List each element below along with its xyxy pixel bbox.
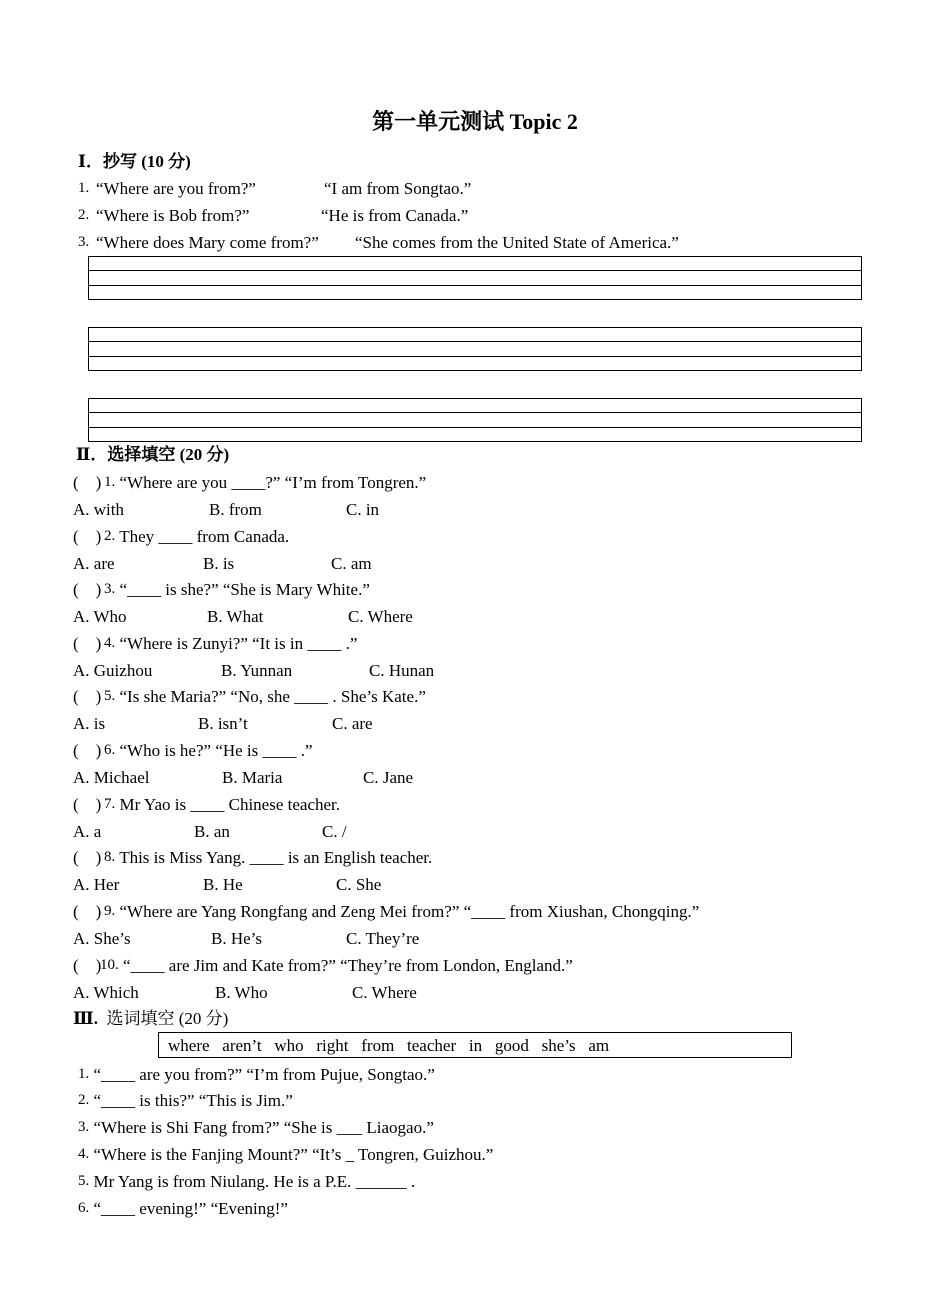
copy-item-3-answer: “She comes from the United State of America.” xyxy=(355,233,679,252)
section2-heading: Ⅱ．选择填空 (20 分) xyxy=(76,445,230,464)
writing-rule xyxy=(89,270,861,271)
question-9: 9. “Where are Yang Rongfang and Zeng Mei from?” “____ from Xiushan, Chongqing.” xyxy=(104,902,700,921)
option-a: A. are xyxy=(73,554,115,573)
copy-item-2-question: “Where is Bob from?” xyxy=(96,206,250,225)
option-b: B. from xyxy=(209,500,262,519)
word-bank: where aren’t who right from teacher in good she’s am xyxy=(158,1032,792,1058)
answer-blank[interactable]: ( ) xyxy=(73,848,102,867)
answer-blank[interactable]: ( ) xyxy=(73,580,102,599)
writing-rule xyxy=(89,356,861,357)
option-a: A. Who xyxy=(73,607,127,626)
option-b: B. an xyxy=(194,822,230,841)
writing-lines-1[interactable] xyxy=(88,256,862,300)
writing-lines-3[interactable] xyxy=(88,398,862,442)
fill-item-6: 6. “____ evening!” “Evening!” xyxy=(78,1199,288,1218)
option-a: A. is xyxy=(73,714,106,733)
answer-blank[interactable]: ( ) xyxy=(73,634,102,653)
question-7: 7. Mr Yao is ____ Chinese teacher. xyxy=(104,795,341,814)
answer-blank[interactable]: ( ) xyxy=(73,902,102,921)
page-title: 第一单元测试 Topic 2 xyxy=(372,109,578,134)
option-a: A. She’s xyxy=(73,929,131,948)
option-b: B. Who xyxy=(215,983,268,1002)
writing-rule xyxy=(89,412,861,413)
question-4: 4. “Where is Zunyi?” “It is in ____ .” xyxy=(104,634,358,653)
answer-blank[interactable]: ( ) xyxy=(73,687,102,706)
writing-lines-2[interactable] xyxy=(88,327,862,371)
question-10: 10. “____ are Jim and Kate from?” “They’re from London, England.” xyxy=(100,956,573,975)
copy-item-3-question: “Where does Mary come from?” xyxy=(96,233,319,252)
option-c: C. / xyxy=(322,822,347,841)
section1-heading: Ⅰ．抄写 (10 分) xyxy=(78,152,191,171)
option-a: A. Which xyxy=(73,983,139,1002)
answer-blank[interactable]: ( ) xyxy=(73,741,102,760)
question-5: 5. “Is she Maria?” “No, she ____ . She’s Kate.” xyxy=(104,687,426,706)
writing-rule xyxy=(89,427,861,428)
question-3: 3. “____ is she?” “She is Mary White.” xyxy=(104,580,370,599)
copy-item-1-num: 1. xyxy=(78,180,90,196)
copy-item-3-num: 3. xyxy=(78,234,90,250)
copy-item-2-answer: “He is from Canada.” xyxy=(321,206,469,225)
option-b: B. Maria xyxy=(222,768,283,787)
writing-rule xyxy=(89,341,861,342)
option-b: B. He’s xyxy=(211,929,262,948)
copy-item-2-num: 2. xyxy=(78,207,90,223)
answer-blank[interactable]: ( ) xyxy=(73,473,102,492)
section3-heading: Ⅲ. 选词填空 (20 分) xyxy=(73,1009,229,1028)
option-b: B. He xyxy=(203,875,243,894)
option-a: A. Her xyxy=(73,875,120,894)
fill-item-2: 2. “____ is this?” “This is Jim.” xyxy=(78,1091,293,1110)
answer-blank[interactable]: ( ) xyxy=(73,527,102,546)
question-6: 6. “Who is he?” “He is ____ .” xyxy=(104,741,313,760)
option-c: C. Where xyxy=(348,607,413,626)
copy-item-1-answer: “I am from Songtao.” xyxy=(324,179,472,198)
option-c: C. Hunan xyxy=(369,661,435,680)
question-2: 2. They ____ from Canada. xyxy=(104,527,290,546)
question-1: 1. “Where are you ____?” “I’m from Tongren.” xyxy=(104,473,427,492)
option-c: C. Where xyxy=(352,983,417,1002)
option-c: C. am xyxy=(331,554,372,573)
option-a: A. Guizhou xyxy=(73,661,153,680)
fill-item-4: 4. “Where is the Fanjing Mount?” “It’s _ Tongren, Guizhou.” xyxy=(78,1145,494,1164)
option-c: C. are xyxy=(332,714,373,733)
copy-item-1-question: “Where are you from?” xyxy=(96,179,256,198)
option-b: B. isn’t xyxy=(198,714,248,733)
fill-item-5: 5. Mr Yang is from Niulang. He is a P.E. ______ . xyxy=(78,1172,416,1191)
option-a: A. Michael xyxy=(73,768,150,787)
fill-item-3: 3. “Where is Shi Fang from?” “She is ___ Liaogao.” xyxy=(78,1118,434,1137)
answer-blank[interactable]: ( ) xyxy=(73,956,102,975)
option-a: A. a xyxy=(73,822,102,841)
writing-rule xyxy=(89,285,861,286)
option-c: C. in xyxy=(346,500,380,519)
option-b: B. What xyxy=(207,607,264,626)
option-c: C. She xyxy=(336,875,382,894)
option-c: C. They’re xyxy=(346,929,420,948)
answer-blank[interactable]: ( ) xyxy=(73,795,102,814)
option-b: B. Yunnan xyxy=(221,661,293,680)
fill-item-1: 1. “____ are you from?” “I’m from Pujue, Songtao.” xyxy=(78,1065,435,1084)
question-8: 8. This is Miss Yang. ____ is an English teacher. xyxy=(104,848,433,867)
option-b: B. is xyxy=(203,554,235,573)
option-c: C. Jane xyxy=(363,768,414,787)
option-a: A. with xyxy=(73,500,124,519)
